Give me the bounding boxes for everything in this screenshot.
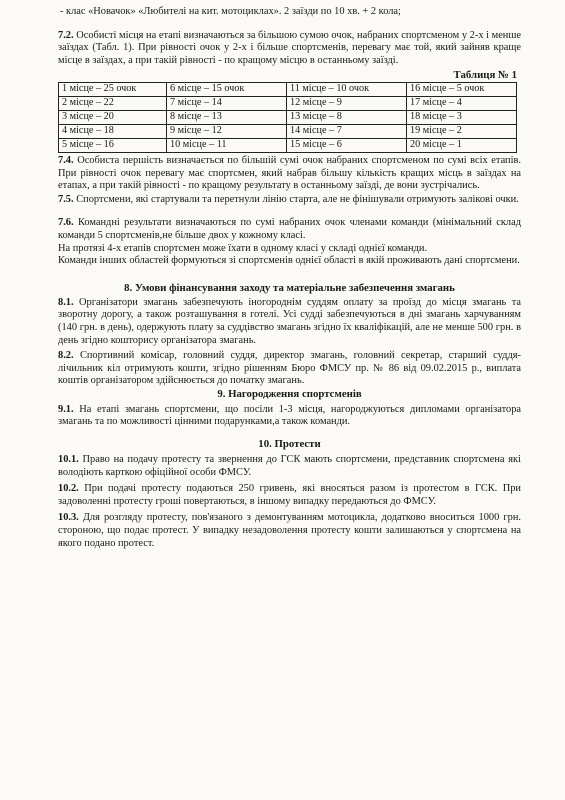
- table-cell: 6 місце – 15 очок: [167, 82, 287, 96]
- section-8-title: 8. Умови фінансування заходу та матеріальне забезпечення змагань: [124, 281, 455, 294]
- table-cell: 18 місце – 3: [407, 110, 517, 124]
- paragraph-8-2: [58, 350, 521, 388]
- table-cell: 4 місце – 18: [59, 124, 167, 138]
- section-9-title: 9. Нагородження спортсменів: [217, 387, 362, 400]
- class-line: - клас «Новачок» «Любителі на кит. мотоциклах». 2 заїзди по 10 хв. + 2 кола;: [60, 6, 401, 17]
- table-cell: 8 місце – 13: [167, 110, 287, 124]
- paragraph-text: Для розгляду протесту, пов'язаного з демонтуванням мотоцикла, додатково вноситься 1000 грн. стороною, що подає протест. У випадку незадоволення протесту кошти залишаються у спортсмена на якого подано протест.: [58, 512, 521, 549]
- paragraph-number: 7.5.: [58, 193, 74, 205]
- table-cell: 11 місце – 10 очок: [287, 82, 407, 96]
- paragraph-text: Спортивний комісар, головний суддя, директор змагань, головний секретар, старший суддя-лічильник кіл отримують кошти, згідно рішенням Бюро ФМСУ пр. № 86 від 09.02.2015 р., виплата коштів організатором здійснюється до початку змагань.: [58, 350, 521, 387]
- paragraph-number: 7.2.: [58, 29, 74, 41]
- paragraph-text: Спортсмени, які стартували та перетнули лінію старта, але не фінішували отримують залікові очки.: [76, 193, 519, 205]
- table-cell: 17 місце – 4: [407, 96, 517, 110]
- table-cell: 5 місце – 16: [59, 138, 167, 152]
- paragraph-number: 7.4.: [58, 154, 74, 166]
- paragraph-10-3: [58, 512, 521, 550]
- table-cell: 9 місце – 12: [167, 124, 287, 138]
- paragraph-text: Організатори змагань забезпечують іногороднім суддям оплату за проїзд до місця змагань та зворотну дорогу, а також розташування в готелі. Усі судді забезпечуються в дні змагань харчуванням (140 грн. в день), одержують плату за суддівство змагань згідно їх кваліфікацій, але не менше 500 грн. в день згідно кошторису організатора змагань.: [58, 296, 521, 346]
- paragraph-text: При подачі протесту подаються 250 гривень, які вносяться разом із протестом в ГСК. При задоволенні протесту гроші повертаються, в іншому випадку передаються до ФМСУ.: [58, 483, 521, 507]
- paragraph-10-1: [58, 454, 521, 479]
- table-cell: 3 місце – 20: [59, 110, 167, 124]
- paragraph-7-2: [58, 30, 521, 68]
- table-cell: 16 місце – 5 очок: [407, 82, 517, 96]
- paragraph-text: Особиста першість визначається по більшій сумі очок набраних спортсменом по сумі всіх етапів. При рівності очок перевагу має спортсмен, який набрав більшу кількість кращих місць в заїздах на етапах, а при такій рівності - по кращому результату в останньому заїзді, де вони зустрічались.: [58, 154, 521, 192]
- points-table: [58, 82, 517, 153]
- paragraph-7-5: [58, 194, 521, 207]
- paragraph-7-6: [58, 217, 521, 242]
- paragraph-number: 7.6.: [58, 217, 74, 229]
- paragraph-7-4: [58, 155, 521, 193]
- paragraph-number: 9.1.: [58, 403, 74, 415]
- table-cell: 2 місце – 22: [59, 96, 167, 110]
- paragraph-number: 8.1.: [58, 296, 74, 308]
- paragraph-number: 10.1.: [58, 454, 79, 466]
- table-cell: 15 місце – 6: [287, 138, 407, 152]
- table-cell: 1 місце – 25 очок: [59, 82, 167, 96]
- table-row: [59, 82, 517, 96]
- paragraph-number: 10.2.: [58, 483, 79, 495]
- paragraph-9-1: [58, 404, 521, 429]
- paragraph-number: 10.3.: [58, 512, 79, 524]
- paragraph-8-1: [58, 297, 521, 347]
- table-cell: 14 місце – 7: [287, 124, 407, 138]
- paragraph-text: На етапі змагань спортсмени, що посіли 1-3 місця, нагороджуються дипломами організатора змагань та по можливості цінними подарунками,а також команди.: [58, 403, 522, 428]
- paragraph-text: Особисті місця на етапі визначаються за більшою сумою очок, набраних спортсменом у 2-х і менше заїздах (Табл. 1). При рівності очок у 2-х і більше спортсменів, перевагу має той, який зайняв краще місце в заїздах, а при такій рівності - по кращому місцю в останньому заїзді.: [58, 29, 521, 66]
- table-row: [59, 110, 517, 124]
- section-10-title: 10. Протести: [258, 438, 321, 451]
- table-cell: 12 місце – 9: [287, 96, 407, 110]
- paragraph-10-2: [58, 483, 521, 508]
- table-cell: 7 місце – 14: [167, 96, 287, 110]
- paragraph-text: Командні результати визначаються по сумі набраних очок членами команди (мінімальний склад команди 5 спортсменів,не більше двох у кожному класі.: [58, 217, 521, 241]
- paragraph-text: Право на подачу протесту та звернення до ГСК мають спортсмени, представник спортсмена які володіють карткою офіційної особи ФМСУ.: [58, 454, 521, 478]
- table-caption: Таблиця № 1: [453, 69, 517, 82]
- table-row: [59, 124, 517, 138]
- table-cell: 10 місце – 11: [167, 138, 287, 152]
- paragraph-7-6-line-3: Команди інших областей формуються зі спортсменів однієї області в якій проживають дані спортсмени.: [58, 255, 520, 267]
- table-row: [59, 138, 517, 152]
- table-cell: 19 місце – 2: [407, 124, 517, 138]
- table-cell: 20 місце – 1: [407, 138, 517, 152]
- paragraph-number: 8.2.: [58, 350, 74, 362]
- paragraph-7-6-line-2: На протязі 4-х етапів спортсмен може їхати в одному класі у складі однієї команди.: [58, 242, 428, 254]
- table-cell: 13 місце – 8: [287, 110, 407, 124]
- table-row: [59, 96, 517, 110]
